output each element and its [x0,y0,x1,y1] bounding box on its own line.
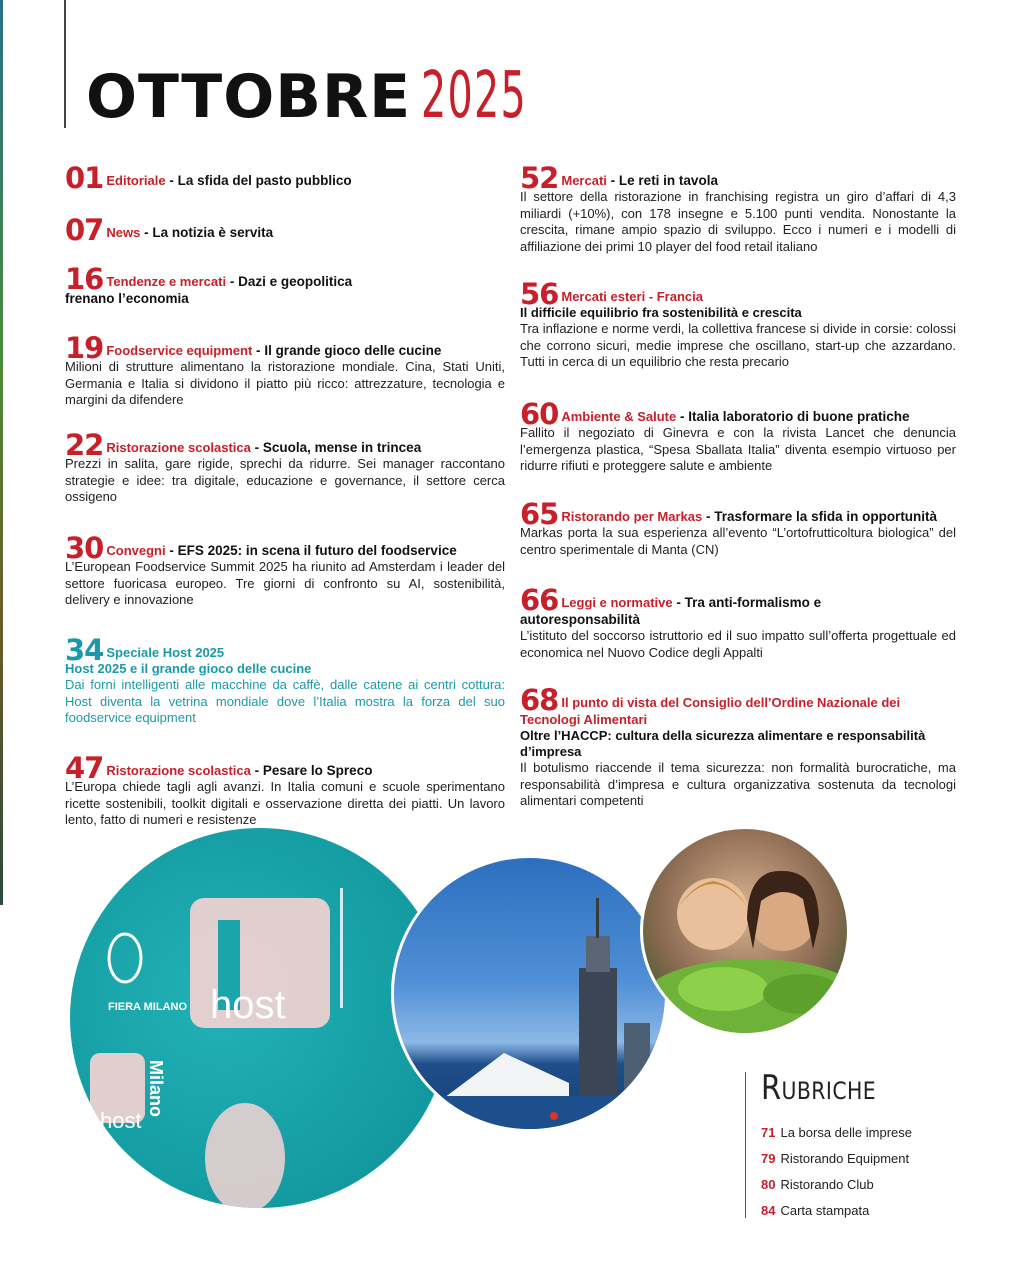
section-name: Ristorazione scolastica [106,440,251,455]
rubriche-list [761,1123,912,1227]
rubrica-page: 79 [761,1151,776,1166]
article-title: Pesare lo Spreco [262,763,373,778]
rubrica-page: 84 [761,1203,776,1218]
rubrica-label: Carta stampata [780,1203,870,1218]
rubrica-page: 80 [761,1177,776,1192]
toc-entry[interactable]: 52 Mercati - Le reti in tavola Il settore della ristorazione in franchising registra un giro d’affari di 4,3 miliardi (+10%), con 178 insegne e 5.100 punti vendita. Nonostante la crescita, rimane ampio spazio di sviluppo. Ecco i numeri e i modelli di affiliazione dei primi 10 player del food retail italiano [520,161,956,254]
section-name: Il punto di vista del Consiglio dell’Ordine Nazionale dei Tecnologi Alimentari [520,695,901,727]
fiera-milano-text: FIERA MILANO [108,1001,188,1013]
rubriche-title: Rubriche [761,1068,877,1108]
host-logo-small-text: host [100,1108,142,1133]
children-salad-photo [640,826,850,1036]
section-name: Leggi e normative [561,595,673,610]
rubrica-item[interactable] [761,1201,912,1227]
page-number: 56 [520,277,559,311]
article-summary: L’istituto del soccorso istruttorio ed il suo impatto sull’offerta progettuale ed economica nel Nuovo Codice degli Appalti [520,628,956,660]
page-edge-strip [0,0,3,905]
page-number: 66 [520,583,559,617]
article-title: Il difficile equilibrio fra sostenibilità e crescita [520,305,802,320]
page-number: 65 [520,497,559,531]
article-summary: L’Europa chiede tagli agli avanzi. In Italia comuni e scuole sperimentano ricette sostenibili, toolkit digitali e osservazione diretta dei piatti. Un lavoro lento, fatto di numeri e resistenze [65,779,505,827]
section-name: Editoriale [106,173,166,188]
toc-entry[interactable]: 07 News - La notizia è servita [65,213,274,247]
rubrica-item[interactable] [761,1175,912,1201]
toc-entry[interactable]: 30 Convegni - EFS 2025: in scena il futuro del foodservice L’European Foodservice Summit 2025 ha riunito ad Amsterdam i leader del settore fuoricasa europeo. Tre giorni di confronto su AI, sostenibilità, delivery e innovazione [65,531,505,607]
page-number: 16 [65,262,104,296]
rubrica-page: 71 [761,1125,776,1140]
amsterdam-photo [391,855,668,1132]
section-name: Tendenze e mercati [106,274,227,289]
page-number: 30 [65,531,104,565]
page-number: 34 [65,633,104,667]
host-logo-text: host [210,983,286,1027]
article-summary: Tra inflazione e norme verdi, la collettiva francese si divide in corsie: colossi che corrono sicuri, medie imprese che oscillano, start-up che azzardano. Tutti in cerca di un equilibrio che resta precario [520,321,956,369]
rubrica-item[interactable] [761,1149,912,1175]
issue-year: 2025 [421,59,528,133]
article-summary: Markas porta la sua esperienza all’evento “L’ortofrutticoltura biologica” del centro sperimentale di Manta (CN) [520,525,956,557]
article-summary: L’European Foodservice Summit 2025 ha riunito ad Amsterdam i leader del settore fuoricasa europeo. Tre giorni di confronto su AI, sostenibilità, delivery e innovazione [65,559,505,607]
page-number: 52 [520,161,559,195]
section-name: Convegni [106,543,166,558]
toc-entry[interactable] [520,277,956,371]
section-name: Mercati [561,173,607,188]
article-summary: Il settore della ristorazione in franchising registra un giro d’affari di 4,3 miliardi (+10%), con 178 insegne e 5.100 punti vendita. Nonostante la crescita, rimane ampio spazio di sviluppo. Ecco i numeri e i modelli di affiliazione dei primi 10 player del food retail italiano [520,189,956,254]
article-title: Il grande gioco delle cucine [264,343,442,358]
page-number: 47 [65,751,104,785]
article-title: Le reti in tavola [618,173,718,188]
milano-text: Milano [146,1060,166,1117]
page-number: 19 [65,331,104,365]
rubriche-rule [745,1072,746,1218]
article-title: La sfida del pasto pubblico [177,173,352,188]
rubrica-item[interactable] [761,1123,912,1149]
section-name: Foodservice equipment [106,343,253,358]
page-number: 60 [520,397,559,431]
page-number: 01 [65,161,104,195]
page-number: 68 [520,683,559,717]
toc-entry-featured[interactable] [65,633,505,727]
issue-title [86,59,592,133]
toc-entry[interactable]: 16 Tendenze e mercati - Dazi e geopolitica frenano l’economia [65,262,353,306]
page-number: 22 [65,428,104,462]
toc-entry[interactable]: 65 Ristorando per Markas - Trasformare la sfida in opportunità Markas porta la sua esperienza all’evento “L’ortofrutticoltura biologica” del centro sperimentale di Manta (CN) [520,497,956,557]
article-title: Italia laboratorio di buone pratiche [688,409,910,424]
toc-entry[interactable]: 22 Ristorazione scolastica - Scuola, mense in trincea Prezzi in salita, gare rigide, sprechi da ridurre. Sei manager raccontano strategie e idee: tra digitale, educazione e governance, il settore cerca ossigeno [65,428,505,504]
article-summary: Dai forni intelligenti alle macchine da caffè, dalle catene ai centri cottura: Host diventa la vetrina mondiale dove l’Italia mostra la forza del suo foodservice equipment [65,677,505,725]
top-rule [64,0,66,128]
section-name: News [106,225,141,240]
issue-month: OTTOBRE [86,62,412,132]
article-summary: Milioni di strutture alimentano la ristorazione mondiale. Cina, Stati Uniti, Germania e Italia si dividono il piatto più ricco: attrezzature, tecnologia e margini da difendere [65,359,505,407]
rubrica-label: Ristorando Equipment [780,1151,910,1166]
section-name: Mercati esteri - Francia [561,289,703,304]
article-title: Tra anti-formalismo e autoresponsabilità [520,595,822,627]
rubrica-label: La borsa delle imprese [780,1125,912,1140]
toc-entry[interactable] [520,683,956,810]
section-name: Ambiente & Salute [561,409,677,424]
toc-entry[interactable]: 19 Foodservice equipment - Il grande gioco delle cucine Milioni di strutture alimentano la ristorazione mondiale. Cina, Stati Uniti, Germania e Italia si dividono il piatto più ricco: attrezzature, tecnologia e margini da difendere [65,331,505,407]
article-title: Trasformare la sfida in opportunità [714,509,938,524]
toc-entry[interactable]: 60 Ambiente & Salute - Italia laboratorio di buone pratiche Fallito il negoziato di Ginevra e con la rivista Lancet che denuncia l’emergenza plastica, “Spesa Sballata Italia” diventa esempio virtuoso per ridurre rifiuti e proteggere salute e ambiente [520,397,956,473]
section-name: Ristorazione scolastica [106,763,251,778]
toc-entry[interactable]: 66 Leggi e normative - Tra anti-formalismo e autoresponsabilità L’istituto del soccorso istruttorio ed il suo impatto sull’offerta progettuale ed economica nel Nuovo Codice degli Appalti [520,583,956,660]
article-title: EFS 2025: in scena il futuro del foodservice [177,543,457,558]
article-summary: Fallito il negoziato di Ginevra e con la rivista Lancet che denuncia l’emergenza plastica, “Spesa Sballata Italia” diventa esempio virtuoso per ridurre rifiuti e proteggere salute e ambiente [520,425,956,473]
section-name: Ristorando per Markas [561,509,703,524]
article-title: Dazi e geopolitica frenano l’economia [65,274,353,306]
section-name: Speciale Host 2025 [106,645,225,660]
rubrica-label: Ristorando Club [780,1177,874,1192]
toc-entry[interactable]: 47 Ristorazione scolastica - Pesare lo Spreco L’Europa chiede tagli agli avanzi. In Italia comuni e scuole sperimentano ricette sostenibili, toolkit digitali e osservazione diretta dei piatti. Un lavoro lento, fatto di numeri e resistenze [65,751,505,827]
children-graphic [643,829,850,1036]
article-title: Oltre l’HACCP: cultura della sicurezza alimentare e responsabilità d’impresa [520,728,926,759]
article-title: La notizia è servita [152,225,274,240]
toc-entry[interactable]: 01 Editoriale - La sfida del pasto pubblico [65,161,352,195]
article-summary: Il botulismo riaccende il tema sicurezza: non formalità burocratiche, ma responsabilità d’impresa e cultura organizzativa sostenuta da tecnologi alimentari competenti [520,760,956,808]
article-title: Scuola, mense in trincea [262,440,422,455]
article-summary: Prezzi in salita, gare rigide, sprechi da ridurre. Sei manager raccontano strategie e idee: tra digitale, educazione e governance, il settore cerca ossigeno [65,456,505,504]
amsterdam-skyline-graphic [394,858,668,1132]
page-number: 07 [65,213,104,247]
article-title: Host 2025 e il grande gioco delle cucine [65,661,312,676]
